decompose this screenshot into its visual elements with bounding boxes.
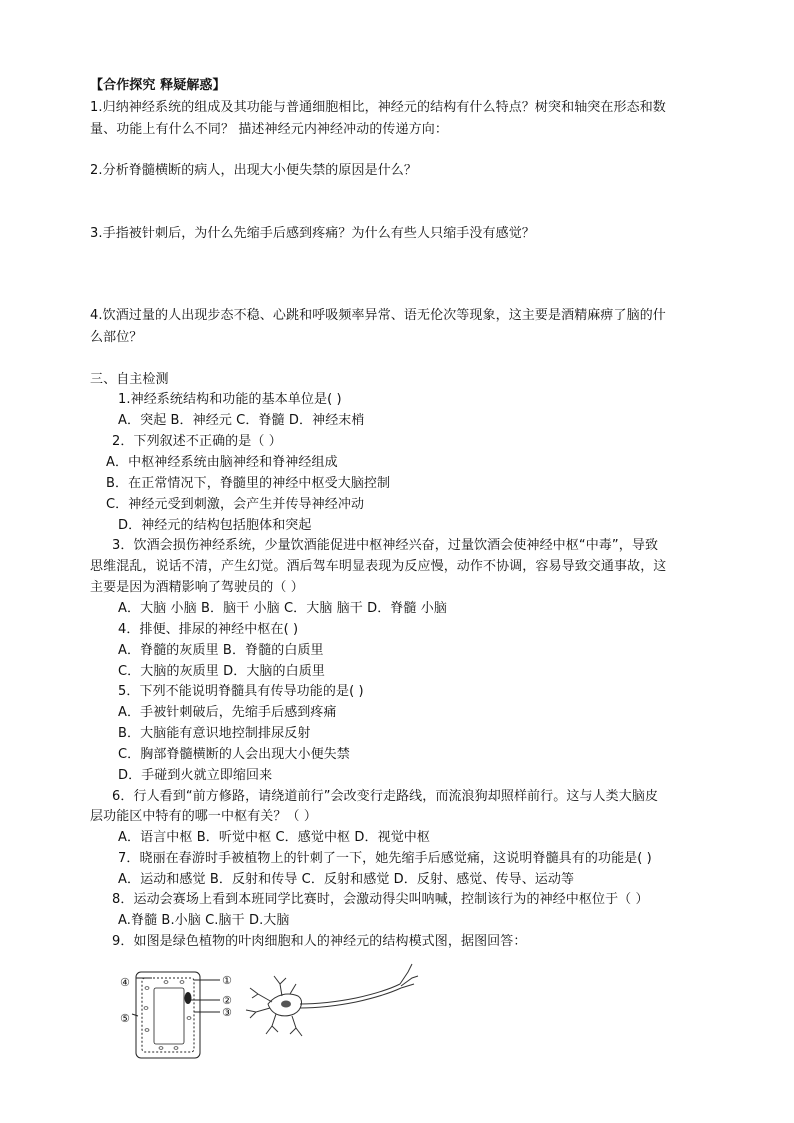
test-1-options: A．突起 B．神经元 C．脊髓 D．神经末梢 (118, 413, 365, 428)
test-1-stem: 1.神经系统结构和功能的基本单位是( ) (118, 392, 342, 407)
vacuole (154, 988, 184, 1044)
question-4-line-2: 么部位？ (90, 330, 143, 345)
test-8-options: A.脊髓 B.小脑 C.脑干 D.大脑 (118, 913, 290, 928)
test-6-options: A．语言中枢 B．听觉中枢 C．感觉中枢 D．视觉中枢 (118, 830, 430, 845)
test-6-line-1: 6．行人看到“前方修路，请绕道前行”会改变行走路线，而流浪狗却照样前行。这与人类大脑皮 (112, 789, 659, 804)
test-8-stem: 8．运动会赛场上看到本班同学比赛时，会激动得尖叫呐喊，控制该行为的神经中枢位于（ ） (112, 892, 649, 907)
label-4: ④ (120, 976, 130, 989)
test-5-option-b: B．大脑能有意识地控制排尿反射 (118, 726, 311, 741)
label-5: ⑤ (120, 1012, 130, 1025)
test-2-stem: 2．下列叙述不正确的是（ ） (112, 434, 282, 449)
test-5-option-d: D．手碰到火就立即缩回来 (118, 768, 273, 783)
label-3: ③ (222, 1006, 232, 1019)
test-3-options: A．大脑 小脑 B．脑干 小脑 C．大脑 脑干 D．脊髓 小脑 (118, 601, 447, 616)
section-header: 【合作探究 释疑解惑】 (90, 78, 226, 93)
test-2-option-c: C．神经元受到刺激，会产生并传导神经冲动 (106, 497, 365, 512)
cell-membrane (142, 978, 194, 1052)
test-2-option-b: B．在正常情况下，脊髓里的神经中枢受大脑控制 (106, 476, 391, 491)
question-4-line-1: 4.饮酒过量的人出现步态不稳、心跳和呼吸频率异常、语无伦次等现象，这主要是酒精麻痹了脑的什 (90, 308, 666, 323)
test-5-stem: 5．下列不能说明脊髓具有传导功能的是( ) (118, 684, 364, 699)
neuron (246, 964, 418, 1036)
neuron-nucleus (281, 1001, 291, 1008)
nucleus (185, 992, 192, 1004)
test-3-line-3: 主要是因为酒精影响了驾驶员的（ ） (90, 580, 304, 595)
test-7-stem: 7．晓丽在春游时手被植物上的针刺了一下，她先缩手后感觉痛，这说明脊髓具有的功能是( ) (118, 851, 652, 866)
test-5-option-c: C．胸部脊髓横断的人会出现大小便失禁 (118, 747, 350, 762)
test-6-line-2: 层功能区中特有的哪一中枢有关？（ ） (90, 809, 317, 824)
test-4-options-cd: C．大脑的灰质里 D．大脑的白质里 (118, 664, 325, 679)
test-9-stem: 9．如图是绿色植物的叶肉细胞和人的神经元的结构模式图，据图回答： (112, 934, 527, 949)
test-4-options-ab: A．脊髓的灰质里 B．脊髓的白质里 (118, 643, 324, 658)
test-5-option-a: A．手被针刺破后，先缩手后感到疼痛 (118, 705, 337, 720)
cell-neuron-diagram (116, 958, 426, 1063)
test-3-line-2: 思维混乱，说话不清，产生幻觉。酒后驾车明显表现为反应慢，动作不协调，容易导致交通事故，这 (90, 559, 667, 574)
question-1-line-2: 量、功能上有什么不同？ 描述神经元内神经冲动的传递方向： (90, 122, 448, 137)
label-2: ② (222, 994, 232, 1007)
question-1-line-1: 1.归纳神经系统的组成及其功能与普通细胞相比，神经元的结构有什么特点？树突和轴突在形态和数 (90, 100, 666, 115)
label-1: ① (222, 974, 232, 987)
test-4-stem: 4．排便、排尿的神经中枢在( ) (118, 622, 299, 637)
section-3-title: 三、自主检测 (90, 372, 169, 387)
question-2: 2.分析脊髓横断的病人，出现大小便失禁的原因是什么？ (90, 163, 418, 178)
test-7-options: A．运动和感觉 B．反射和传导 C．反射和感觉 D．反射、感觉、传导、运动等 (118, 872, 575, 887)
test-2-option-a: A．中枢神经系统由脑神经和脊神经组成 (106, 455, 338, 470)
test-2-option-d: D．神经元的结构包括胞体和突起 (118, 518, 312, 533)
test-3-line-1: 3．饮酒会损伤神经系统，少量饮酒能促进中枢神经兴奋，过量饮酒会使神经中枢“中毒”，导致 (112, 538, 659, 553)
question-3: 3.手指被针刺后，为什么先缩手后感到疼痛？为什么有些人只缩手没有感觉？ (90, 226, 535, 241)
cell-wall (136, 972, 200, 1058)
